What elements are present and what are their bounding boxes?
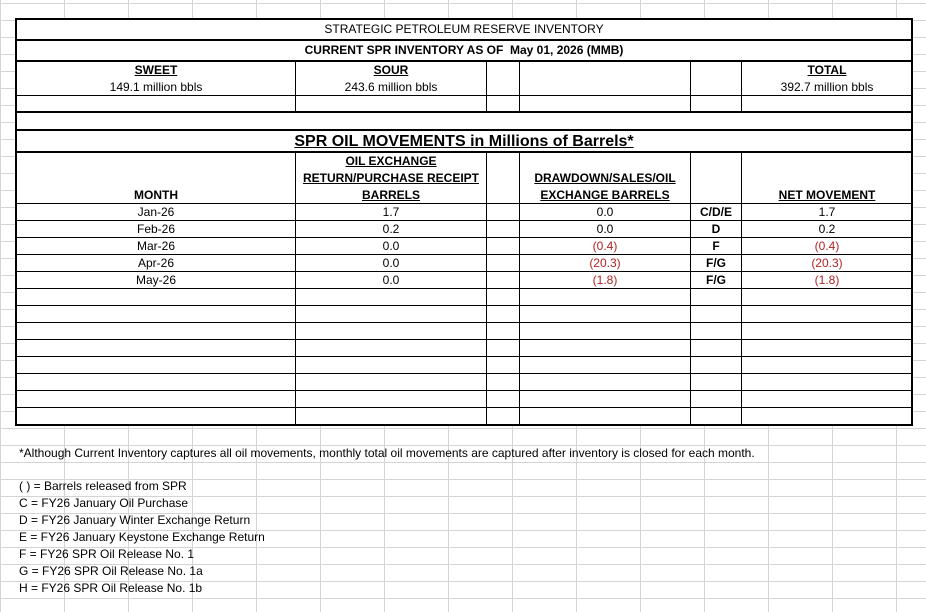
rule-row [15,339,913,340]
sour-value: 243.6 million bbls [344,80,438,94]
month-cell: May-26 [135,273,176,287]
subtitle-date: May 01, 2026 (MMB) [510,43,624,57]
net-movement-cell: (1.8) [814,273,840,287]
sweet-value: 149.1 million bbls [109,80,203,94]
code-cell: D [711,222,721,236]
legend-item: G = FY26 SPR Oil Release No. 1a [19,564,203,578]
col-drawdown-line1: DRAWDOWN/SALES/OIL [534,171,676,185]
legend-item: ( ) = Barrels released from SPR [19,479,187,493]
rule-row [15,305,913,306]
legend-item: H = FY26 SPR Oil Release No. 1b [19,581,203,595]
col-month: MONTH [134,188,178,202]
sour-label: SOUR [373,63,409,77]
month-cell: Feb-26 [136,222,176,236]
rule-row [15,373,913,374]
col-drawdown-line2: EXCHANGE BARRELS [540,188,670,202]
code-cell: C/D/E [699,205,732,219]
sweet-label: SWEET [134,63,178,77]
rule-row [15,322,913,323]
month-cell: Jan-26 [137,205,175,219]
net-movement-cell: (0.4) [814,239,840,253]
drawdown-cell: (1.8) [592,273,618,287]
drawdown-cell: (0.4) [592,239,618,253]
drawdown-cell: 0.0 [596,205,614,219]
col-net-movement: NET MOVEMENT [778,188,876,202]
exchange-cell: 0.0 [382,239,400,253]
drawdown-cell: 0.0 [596,222,614,236]
rule-row [15,407,913,408]
exchange-cell: 1.7 [382,205,400,219]
subtitle-prefix: CURRENT SPR INVENTORY AS OF [304,43,504,57]
net-movement-cell: 1.7 [818,205,836,219]
col-divider [486,61,487,112]
legend-item: E = FY26 January Keystone Exchange Return [19,530,265,544]
col-divider [486,152,487,424]
report-title: STRATEGIC PETROLEUM RESERVE INVENTORY [324,22,604,36]
report-subtitle [15,42,913,58]
rule-inv-section-bottom [15,111,913,113]
rule-title-bottom [15,39,913,41]
code-cell: F [712,239,720,253]
code-cell: F/G [706,273,726,287]
rule-row [15,390,913,391]
col-divider [519,61,520,112]
exchange-cell: 0.0 [382,273,400,287]
rule-row [15,288,913,289]
col-exchange-line1: OIL EXCHANGE [345,154,437,168]
col-exchange-line2: RETURN/PURCHASE RECEIPT [302,171,479,185]
rule-blank-bottom [15,129,913,131]
col-exchange-line3: BARRELS [361,188,420,202]
net-movement-cell: (20.3) [811,256,843,270]
total-label: TOTAL [807,63,847,77]
total-value: 392.7 million bbls [780,80,874,94]
rule-inv-values-bottom [15,95,913,96]
rule-row [15,356,913,357]
legend-item: C = FY26 January Oil Purchase [19,496,189,510]
exchange-cell: 0.2 [382,222,400,236]
code-cell: F/G [706,256,726,270]
col-divider [690,152,691,424]
drawdown-cell: (20.3) [589,256,621,270]
month-cell: Apr-26 [137,256,175,270]
footnote: *Although Current Inventory captures all oil movements, monthly total oil movements are captured after inventory is closed for each month. [19,446,755,460]
col-divider [690,61,691,112]
movements-title: SPR OIL MOVEMENTS in Millions of Barrels* [294,133,634,150]
month-cell: Mar-26 [136,239,175,253]
exchange-cell: 0.0 [382,256,400,270]
net-movement-cell: 0.2 [818,222,836,236]
legend-item: F = FY26 SPR Oil Release No. 1 [19,547,195,561]
legend-item: D = FY26 January Winter Exchange Return [19,513,251,527]
